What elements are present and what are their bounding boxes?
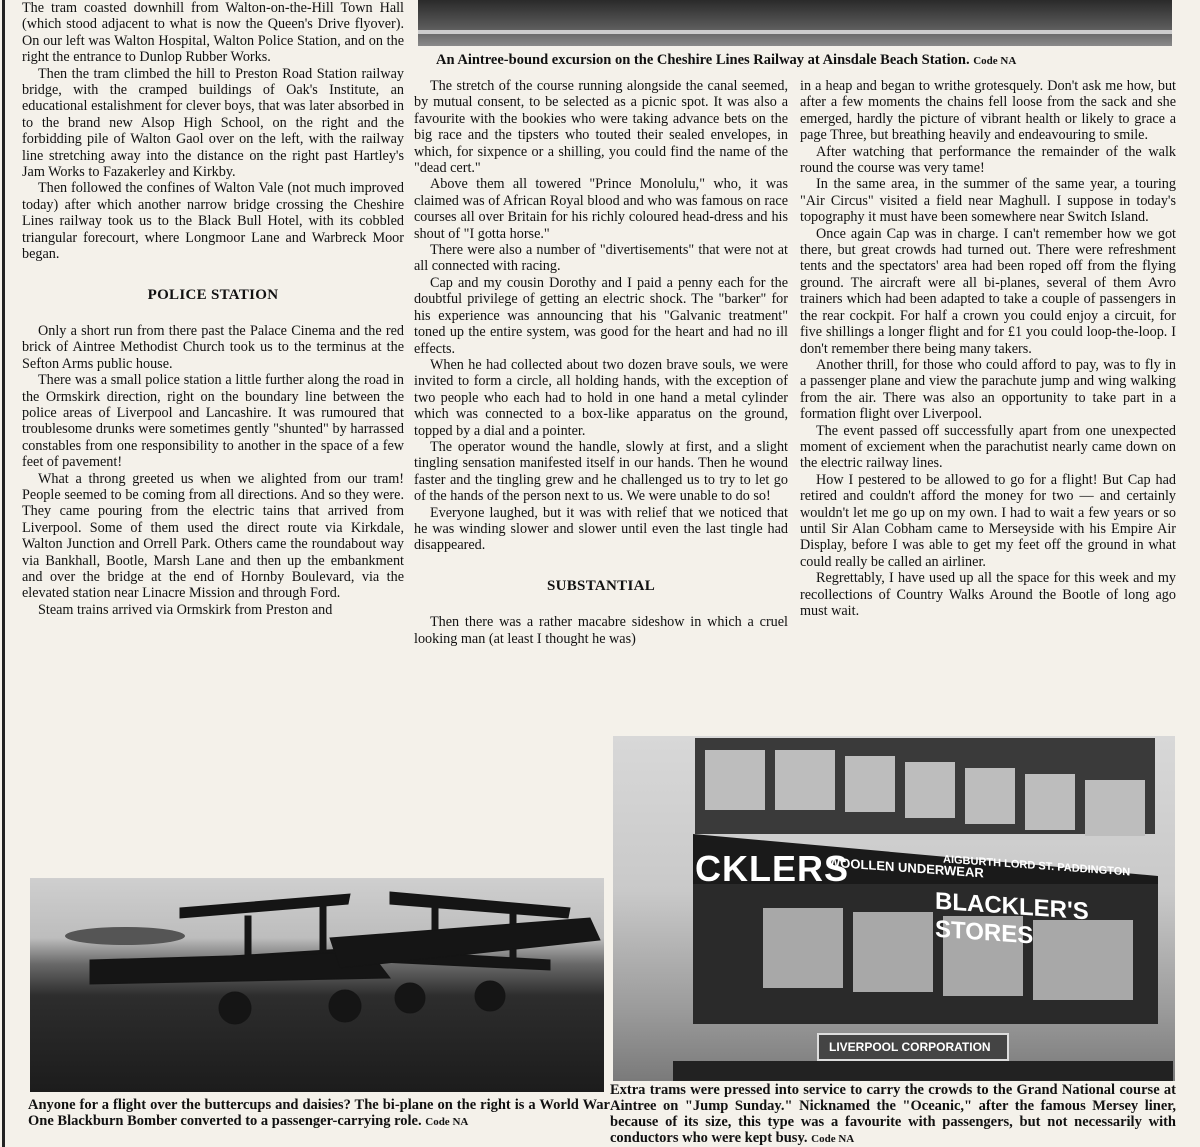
paragraph: In the same area, in the summer of the same year, a touring "Air Circus" visited a field near Maghull. I suppose in today's topography it must have been somewhere near Switch Island. (800, 176, 1176, 226)
paragraph: Another thrill, for those who could afford to pay, was to fly in a passenger plane and view the parachute jump and wing walking from the air. There was also an opportunity to take part in a formation flight over Liverpool. (800, 356, 1176, 423)
caption-ainsdale (436, 52, 1176, 69)
caption-code: Code NA (811, 1133, 855, 1145)
paragraph: Then there was a rather macabre sideshow in which a cruel looking man (at least I thought he was) (414, 614, 788, 647)
photo-biplanes (30, 878, 604, 1092)
paragraph: When he had collected about two dozen brave souls, we were invited to form a circle, all holding hands, with the exception of two people who each had to hold in one hand a metal cylinder which was connected to a box-like apparatus on the ground, topped by a dial and a pointer. (414, 356, 788, 439)
paragraph: There was a small police station a little further along the road in the Ormskirk direction, right on the boundary line between the police areas of Liverpool and Lancashire. It was rumoured that troublesome drunks were sometimes gently "shunted" by harrassed constables from one responsibility to another in the space of a few feet of pavement! (22, 372, 404, 471)
caption-tram (610, 1082, 1176, 1147)
tram-banner-sign: BLACKLER'S STORES (935, 887, 1089, 950)
caption-code: Code NA (973, 55, 1017, 67)
caption-biplanes-text: Anyone for a flight over the buttercups and daisies? The bi-plane on the right is a World War One Blackburn Bomber converted to a passenger-carrying role. (28, 1097, 610, 1129)
article-column-1 (22, 0, 404, 618)
caption-biplanes (28, 1097, 610, 1130)
paragraph: Then the tram climbed the hill to Preston Road Station railway bridge, with the cramped buildings of Oak's Institute, an educational estalishment for clever boys, that was later absorbed in to the brand new Alsop High School, on the right and the forbidding pile of Walton Gaol over on the left, with the railway line stretching away into the distance on the right past Hartley's Jam Works to Fazakerley and Kirkby. (22, 65, 404, 181)
tram-sub-sign: WOOLLEN UNDERWEAR (828, 854, 984, 881)
caption-ainsdale-text: An Aintree-bound excursion on the Cheshire Lines Railway at Ainsdale Beach Station. (436, 52, 970, 68)
paragraph: How I pestered to be allowed to go for a flight! But Cap had retired and couldn't afford the money for two — and certainly wouldn't let me go up on my own. I had to wait a few years or so until Sir Alan Cobham came to Merseyside with his Empire Air Display, before I was able to get my feet off the ground in what could really be called an airliner. (800, 471, 1176, 570)
article-column-2 (414, 78, 788, 647)
paragraph: Cap and my cousin Dorothy and I paid a penny each for the doubtful privilege of getting an electric shock. The "barker" for his experience was announcing that his "Galvanic treatment" toned up the entire system, was good for the heart and had no ill effects. (414, 274, 788, 357)
paragraph: Above them all towered "Prince Monolulu," who, it was claimed was of African Royal blood and who was famous on race courses all over Britain for his richly coloured head-dress and his shout of "I gotta horse." (414, 176, 788, 242)
photo-ainsdale-station (418, 0, 1172, 46)
paragraph: Once again Cap was in charge. I can't remember how we got there, but great crowds had turned out. There were refreshment tents and the spectators' area had been roped off from the flying ground. The aircraft were all bi-planes, several of them Avro trainers which had been adapted to take a couple of passengers in the rear cockpit. For half a crown you could enjoy a circuit, for five shillings a longer flight and for £1 you could loop-the-loop. I don't remember there being many takers. (800, 225, 1176, 357)
paragraph: Everyone laughed, but it was with relief that we noticed that he was winding slower and slower until even the last tingle had disappeared. (414, 504, 788, 554)
photo-oceanic-tram (613, 736, 1175, 1081)
article-column-3 (800, 78, 1176, 619)
paragraph: Regrettably, I have used up all the space for this week and my recollections of Country Walks Around the Bootle of long ago must wait. (800, 570, 1176, 619)
subheading-police-station: POLICE STATION (147, 286, 279, 303)
paragraph: Only a short run from there past the Palace Cinema and the red brick of Aintree Methodist Church took us to the terminus at the Sefton Arms public house. (22, 322, 404, 372)
subheading-substantial: SUBSTANTIAL (546, 577, 656, 594)
paragraph: in a heap and began to writhe grotesquely. Don't ask me how, but after a few moments the chains fell loose from the sack and she emerged, hardly the picture of vibrant health or likely to grace a page Three, but breathing heavily and endeavouring to smile. (800, 78, 1176, 144)
tram-route-sign: AIGBURTH LORD ST. PADDINGTON (943, 853, 1131, 879)
paragraph: After watching that performance the remainder of the walk round the course was very tame! (800, 143, 1176, 177)
paragraph: The event passed off successfully apart from one unexpected moment of exciement when the parachutist nearly came down on the electric railway lines. (800, 422, 1176, 472)
paragraph: The stretch of the course running alongside the canal seemed, by mutual consent, to be selected as a picnic spot. It was also a favourite with the bookies who were taking advance bets on the big race and the tipsters who touted their sealed envelopes, in which, for sixpence or a shilling, you could find the name of the "dead cert." (414, 78, 788, 177)
paragraph: The tram coasted downhill from Walton-on-the-Hill Town Hall (which stood adjacent to what is now the Queen's Drive flyover). On our left was Walton Hospital, Walton Police Station, and on the right the entrance to Dunlop Rubber Works. (22, 0, 404, 66)
biplanes-illustration (30, 878, 604, 1092)
caption-tram-text: Extra trams were pressed into service to carry the crowds to the Grand National course at Aintree on "Jump Sunday." Nicknamed the "Oceanic," after the famous Mersey liner, because of its size, this type was a favourite with passengers, but not necessarily with conductors who were kept busy. (610, 1082, 1176, 1146)
paragraph: The operator wound the handle, slowly at first, and a slight tingling sensation manifested itself in our hands. Then he wound faster and the tingling grew and he challenged us to try to let go of the hands of the person next to us. We were unable to do so! (414, 438, 788, 505)
paragraph: Then followed the confines of Walton Vale (not much improved today) after which another narrow bridge crossing the Cheshire Lines railway took us to the Black Bull Hotel, with its cobbled triangular forecourt, where Longmoor Lane and Warbreck Moor began. (22, 180, 404, 263)
caption-code: Code NA (425, 1116, 469, 1128)
tram-side-sign: CKLERS (695, 848, 850, 889)
page-edge-rule (2, 0, 5, 1147)
tram-corporation-panel: LIVERPOOL CORPORATION (829, 1040, 991, 1054)
paragraph: What a throng greeted us when we alighted from our tram! People seemed to be coming from all directions. And so they were. They came pouring from the electric tains that arrived from Liverpool. Some of them used the direct route via Kirkdale, Walton Junction and Orrell Park. Others came the roundabout way via Bankhall, Bootle, Marsh Lane and then up the embankment and over the bridge at the end of Hornby Boulevard, via the elevated station near Linacre Mission and through Ford. (22, 470, 404, 602)
paragraph: Steam trains arrived via Ormskirk from Preston and (38, 601, 333, 618)
photo-platform-edge (418, 30, 1172, 34)
paragraph: There were also a number of "divertisements" that were not at all connected with racing. (414, 242, 788, 275)
